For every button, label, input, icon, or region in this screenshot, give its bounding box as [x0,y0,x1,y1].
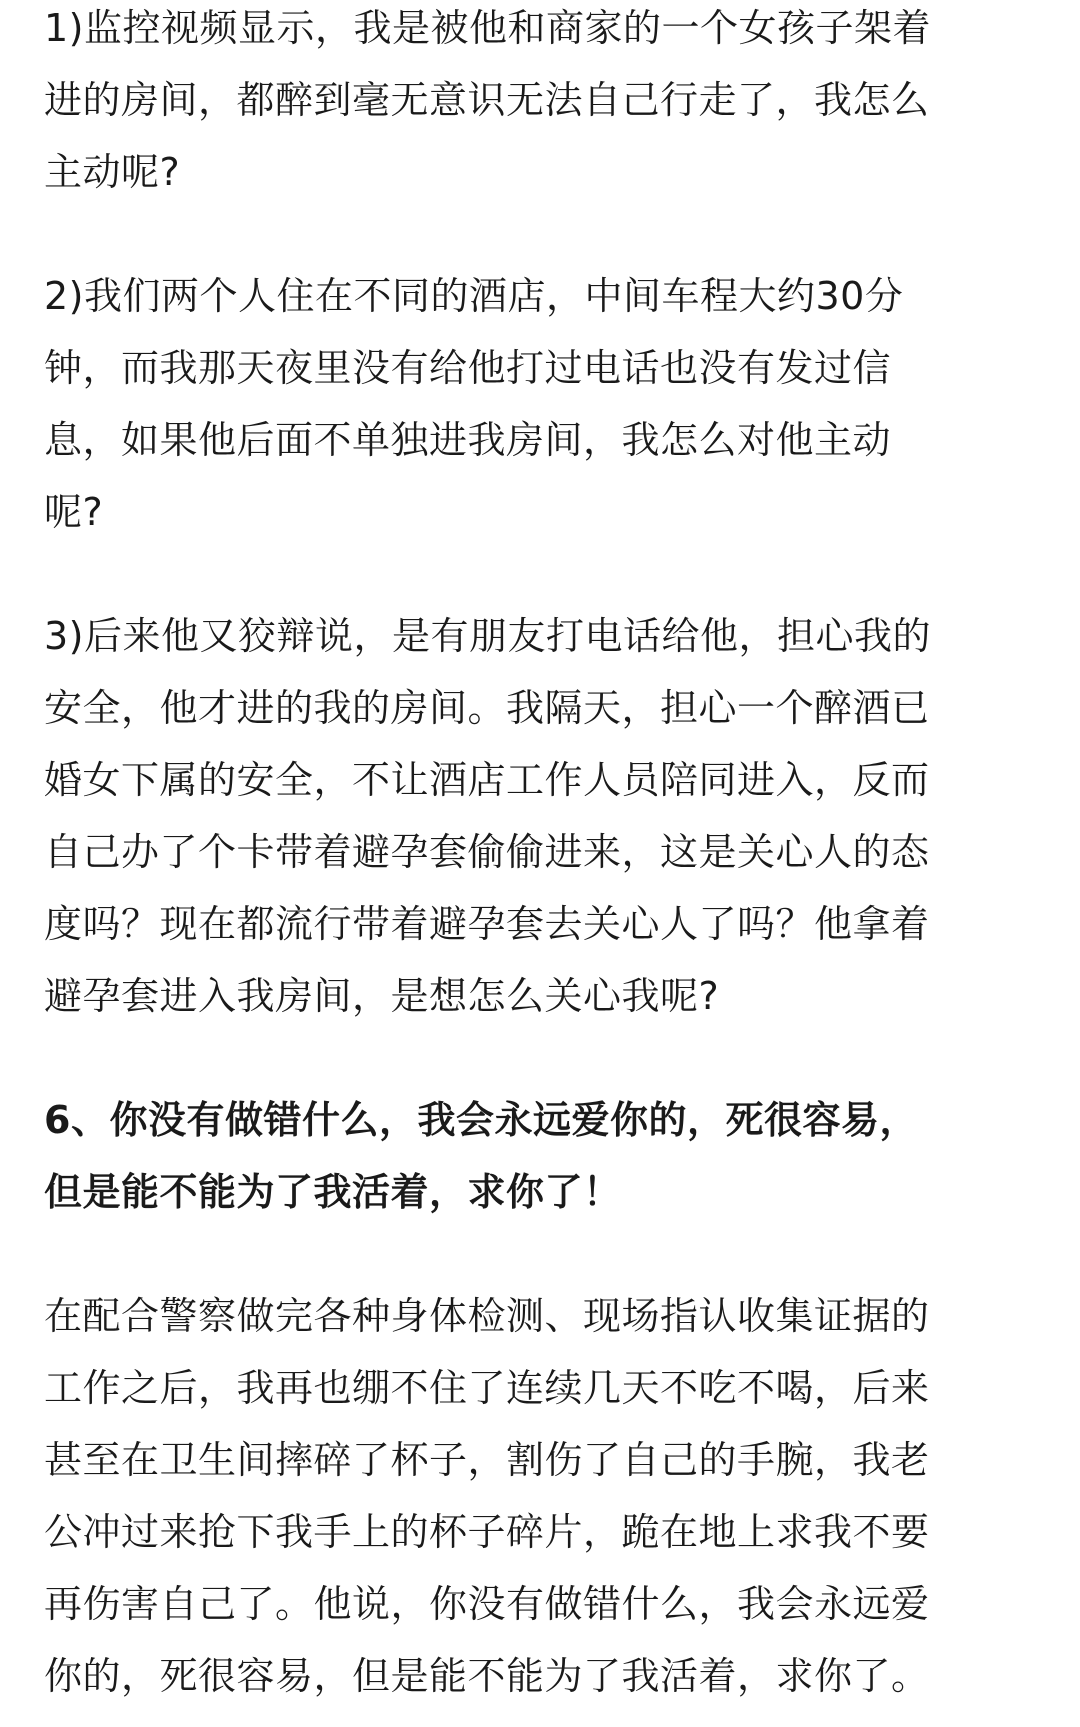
text-line: 婚女下属的安全，不让酒店工作人员陪同进入，反而 [44,758,930,802]
paragraph-point-1 [44,0,1036,208]
text-line: 工作之后，我再也绷不住了连续几天不吃不喝，后来 [44,1366,930,1410]
text-line: 自己办了个卡带着避孕套偷偷进来，这是关心人的态 [44,830,930,874]
text-line: 度吗？现在都流行带着避孕套去关心人了吗？他拿着 [44,902,930,946]
paragraph-body [44,1280,1036,1712]
paragraph-point-3 [44,600,1036,1032]
text-line: 1)监控视频显示，我是被他和商家的一个女孩子架着 [44,6,932,50]
paragraph-point-2 [44,260,1036,548]
heading-line: 但是能不能为了我活着，求你了！ [44,1170,622,1214]
text-line: 甚至在卫生间摔碎了杯子，割伤了自己的手腕，我老 [44,1438,930,1482]
text-line: 公冲过来抢下我手上的杯子碎片，跪在地上求我不要 [44,1510,930,1554]
text-line: 再伤害自己了。他说，你没有做错什么，我会永远爱 [44,1582,930,1626]
article-body [44,0,1036,1712]
text-line: 呢? [44,490,104,534]
text-line: 息，如果他后面不单独进我房间，我怎么对他主动 [44,418,892,462]
text-line: 钟，而我那天夜里没有给他打过电话也没有发过信 [44,346,892,390]
text-line: 进的房间，都醉到毫无意识无法自己行走了，我怎么 [44,78,930,122]
heading-line: 6、你没有做错什么，我会永远爱你的，死很容易， [44,1098,918,1142]
text-line: 在配合警察做完各种身体检测、现场指认收集证据的 [44,1294,930,1338]
text-line: 3)后来他又狡辩说，是有朋友打电话给他，担心我的 [44,614,932,658]
text-line: 避孕套进入我房间，是想怎么关心我呢? [44,974,720,1018]
text-line: 主动呢? [44,150,181,194]
section-heading-6 [44,1084,1036,1228]
text-line: 2)我们两个人住在不同的酒店，中间车程大约30分 [44,274,904,318]
text-line: 安全，他才进的我的房间。我隔天，担心一个醉酒已 [44,686,930,730]
text-line: 你的，死很容易，但是能不能为了我活着，求你了。 [44,1654,930,1698]
